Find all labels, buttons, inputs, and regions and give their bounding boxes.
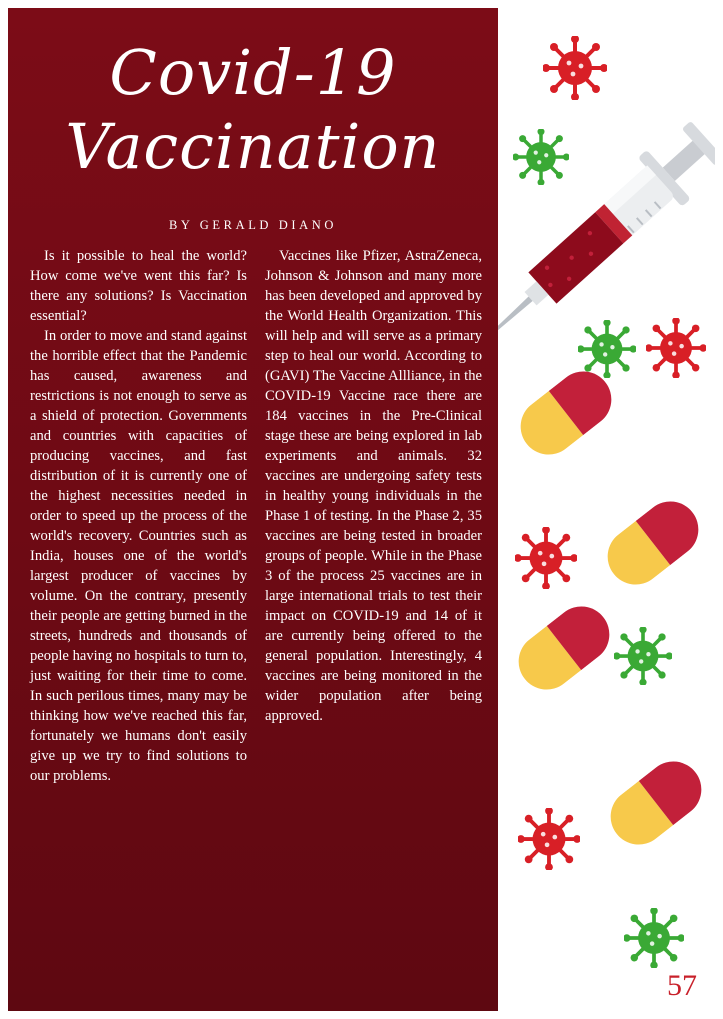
article-panel: [8, 8, 498, 1011]
page-bottom-margin: [0, 1011, 723, 1019]
virus-icon-red: [518, 808, 580, 870]
byline: BY GERALD DIANO: [168, 218, 338, 232]
virus-icon-red: [646, 318, 706, 378]
article-columns: [30, 246, 482, 786]
page-title: [8, 36, 498, 184]
paragraph: In order to move and stand against the horrible effect that the Pandemic has caused, awareness and restrictions is not enough to serve as a shield of protection. Governments and countries with capacities of producing vaccines, and fast distribution of it is currently one of the highest necessities needed in order to speed up the process of the world's recovery. Countries such as India, houses one of the world's largest producer of vaccines by volume. On the contrary, presently their people are getting burned in the streets, hundreds and thousands of people having no hospitals to turn to, just waiting for their time to come. In such perilous times, many may be thinking how we've reached this far, fortunately we humans don't easily give up we try to find solutions to our problems.: [30, 328, 247, 784]
paragraph: Vaccines like Pfizer, AstraZeneca, Johnson & Johnson and many more has been developed and approved by the World Health Organization. This will help and will serve as a primary step to heal our world. According to (GAVI) The Vaccine Allliance, in the COVID-19 Vaccine race there are 184 vaccines in the Pre-Clinical stage these are being explored in lab experiments and animals. 32 vaccines are undergoing safety tests in healthy young individuals in the Phase 1 of testing. In the Phase 2, 35 vaccines are being tested in broader groups of people. While in the Phase 3 of the process 25 vaccines are in large international trials to test their impact on COVID-19 and 14 of it are currently being offered to the general population. Interestingly, 4 vaccines are being monitored in the wider population after being approved.: [265, 248, 482, 724]
capsule-icon: [507, 595, 620, 701]
illustration-panel: [498, 8, 715, 1011]
virus-icon-red: [543, 36, 607, 100]
page-title-line-2: Vaccination: [65, 110, 441, 183]
capsule-icon: [596, 490, 709, 596]
page-number: 57: [667, 969, 697, 1002]
article-column-right: [265, 246, 482, 786]
virus-icon-green: [513, 129, 569, 185]
virus-icon-green: [624, 908, 684, 968]
virus-icon-green: [614, 627, 672, 685]
paragraph: Is it possible to heal the world? How come we've went this far? Is there any solutions? Is Vaccination essential?: [30, 248, 247, 324]
article-column-left: [30, 246, 247, 786]
capsule-icon: [599, 750, 712, 856]
page-title-line-1: Covid-19: [109, 36, 397, 109]
virus-icon-red: [515, 527, 577, 589]
